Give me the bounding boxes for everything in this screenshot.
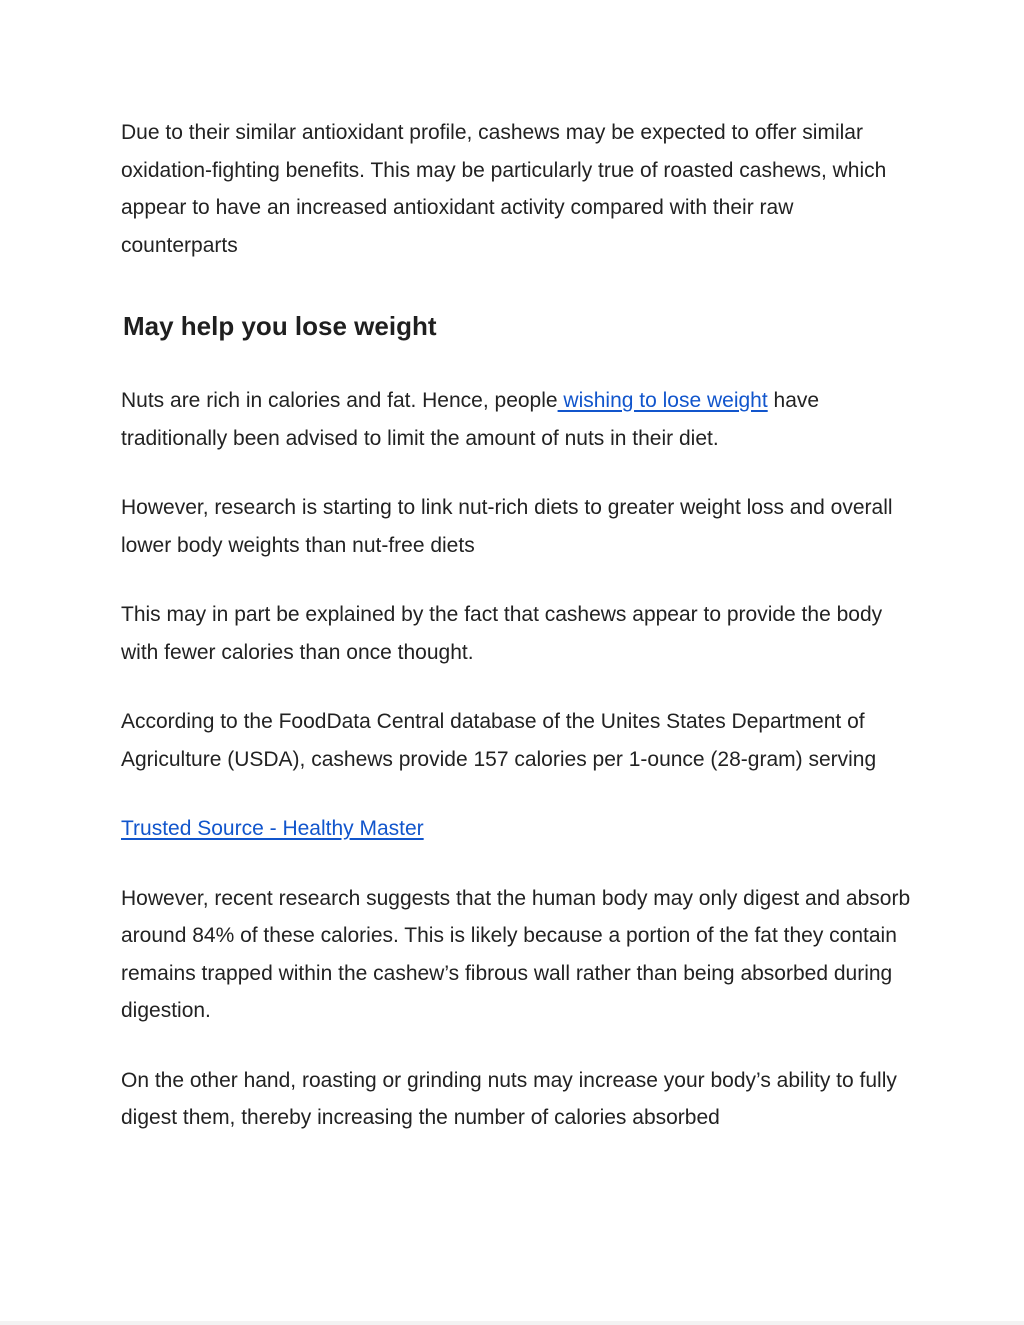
- paragraph-fewer-calories: This may in part be explained by the fact that cashews appear to provide the body with fewer calories than once thought.: [121, 603, 883, 664]
- paragraph-nuts-calories: [121, 382, 911, 457]
- trusted-source-link[interactable]: Trusted Source - Healthy Master: [121, 817, 424, 840]
- paragraph-nuts-calories-start: Nuts are rich in calories and fat. Hence, people: [121, 389, 558, 412]
- lose-weight-link[interactable]: wishing to lose weight: [557, 389, 768, 412]
- paragraph-digestion: However, recent research suggests that the human body may only digest and absorb around 84% of these calories. This is likely because a portion of the fat they contain remains trapped within the cashew’s fibrous wall rather than being absorbed during digestion.: [121, 886, 911, 1022]
- paragraph-usda: According to the FoodData Central database of the Unites States Department of Agriculture (USDA), cashews provide 157 calories per 1-ounce (28-gram) serving: [121, 710, 877, 771]
- paragraph-antioxidant: Due to their similar antioxidant profile, cashews may be expected to offer similar oxidation-fighting benefits. This may be particularly true of roasted cashews, which appear to have an increased antioxidant activity compared with their raw counterparts: [121, 121, 887, 257]
- section-heading: May help you lose weight: [123, 311, 437, 341]
- paragraph-nuts-calories-end: have traditionally been advised to limit the amount of nuts in their diet.: [121, 389, 820, 450]
- document-page: [121, 114, 911, 1137]
- paragraph-research: However, research is starting to link nut-rich diets to greater weight loss and overall lower body weights than nut-free diets: [121, 496, 893, 557]
- trusted-source-paragraph: [121, 810, 911, 848]
- page-bottom-edge: [0, 1321, 1024, 1325]
- paragraph-roasting: On the other hand, roasting or grinding nuts may increase your body’s ability to fully digest them, thereby increasing the number of calories absorbed: [121, 1068, 897, 1129]
